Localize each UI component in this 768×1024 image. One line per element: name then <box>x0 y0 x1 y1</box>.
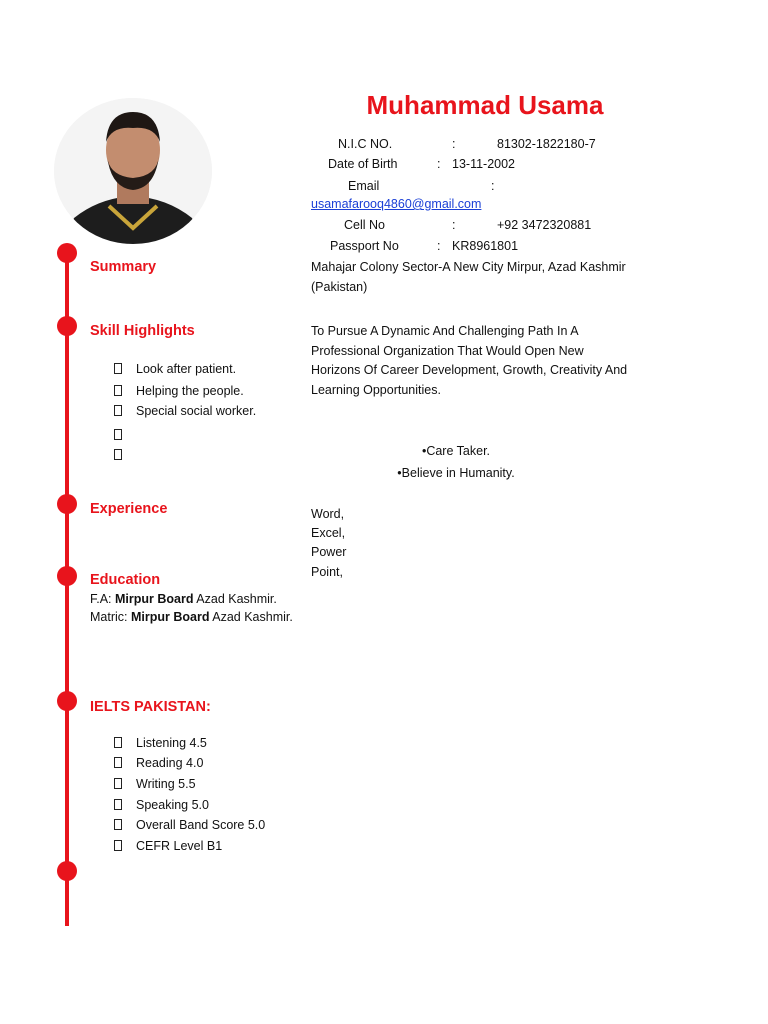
passport-label: Passport No <box>330 239 399 253</box>
education-board: Mirpur Board <box>130 610 210 624</box>
education-prefix: F.A: <box>90 592 116 606</box>
summary-line: Horizons Of Career Development, Growth, Creativity And <box>311 363 628 377</box>
nic-label: N.I.C NO. <box>338 137 393 151</box>
education-prefix: Matric: <box>90 610 131 624</box>
passport-colon: : <box>437 239 441 253</box>
education-suffix: Azad Kashmir. <box>193 592 277 606</box>
list-item <box>114 448 136 462</box>
email-label: Email <box>348 179 380 193</box>
bullet-icon <box>114 429 122 440</box>
section-heading-experience: Experience <box>90 501 168 517</box>
ielts-label: Listening 4.5 <box>136 736 207 750</box>
experience-item: Point, <box>311 565 343 579</box>
ielts-label: Writing 5.5 <box>136 777 196 791</box>
list-item <box>114 818 265 832</box>
list-item <box>114 736 207 750</box>
dob-value: 13-11-2002 <box>452 157 516 171</box>
cell-value: +92 3472320881 <box>497 218 592 232</box>
cell-label: Cell No <box>344 218 385 232</box>
experience-item: Excel, <box>311 526 346 540</box>
bullet-icon <box>114 737 122 748</box>
dob-label: Date of Birth <box>328 157 398 171</box>
avatar <box>54 98 212 244</box>
experience-item: Power <box>311 545 347 559</box>
quality-item: •Care Taker. <box>421 444 491 458</box>
bullet-icon <box>114 405 122 416</box>
experience-item: Word, <box>311 507 345 521</box>
timeline-dot <box>57 243 77 263</box>
education-suffix: Azad Kashmir. <box>209 610 293 624</box>
section-heading-skills: Skill Highlights <box>90 323 195 339</box>
list-item <box>114 839 222 853</box>
bullet-icon <box>114 778 122 789</box>
education-board: Mirpur Board <box>115 592 194 606</box>
education-row <box>90 592 277 606</box>
ielts-label: Overall Band Score 5.0 <box>136 818 266 832</box>
ielts-label: CEFR Level B1 <box>136 839 223 853</box>
dob-colon: : <box>437 157 441 171</box>
quality-item: •Believe in Humanity. <box>397 466 515 480</box>
bullet-icon <box>114 819 122 830</box>
address-line: (Pakistan) <box>311 280 368 294</box>
bullet-icon <box>114 840 122 851</box>
bullet-icon <box>114 385 122 396</box>
list-item <box>114 756 203 770</box>
email-link[interactable]: usamafarooq4860@gmail.com <box>311 197 482 211</box>
summary-line: Learning Opportunities. <box>311 382 441 397</box>
summary-line: Professional Organization That Would Open New <box>311 343 584 358</box>
bullet-icon <box>114 799 122 810</box>
timeline-line <box>65 248 69 926</box>
timeline-dot <box>57 861 77 881</box>
email-colon: : <box>491 179 495 193</box>
summary-line: To Pursue A Dynamic And Challenging Path In A <box>311 324 579 338</box>
list-item <box>114 777 196 791</box>
section-heading-ielts: IELTS PAKISTAN: <box>90 699 211 715</box>
nic-colon: : <box>452 137 456 151</box>
skill-label: Helping the people. <box>136 384 244 398</box>
cell-colon: : <box>452 218 456 232</box>
page-title: Muhammad Usama <box>366 90 604 120</box>
address-line: Mahajar Colony Sector-A New City Mirpur, Azad Kashmir <box>311 260 626 274</box>
bullet-icon <box>114 363 122 374</box>
list-item <box>114 384 244 398</box>
timeline-dot <box>57 494 77 514</box>
ielts-label: Speaking 5.0 <box>136 798 209 812</box>
skill-label: Look after patient. <box>136 362 237 376</box>
nic-value: 81302-1822180-7 <box>497 137 596 151</box>
profile-photo <box>54 98 212 244</box>
section-heading-education: Education <box>90 572 161 588</box>
ielts-label: Reading 4.0 <box>136 756 204 770</box>
timeline-dot <box>57 691 77 711</box>
passport-value: KR8961801 <box>452 239 519 253</box>
skill-label: Special social worker. <box>136 404 257 418</box>
bullet-icon <box>114 449 122 460</box>
section-heading-summary: Summary <box>90 259 157 275</box>
summary-text <box>311 322 651 400</box>
list-item <box>114 428 136 442</box>
list-item <box>114 404 256 418</box>
list-item <box>114 362 236 376</box>
timeline-dot <box>57 316 77 336</box>
bullet-icon <box>114 757 122 768</box>
timeline-dot <box>57 566 77 586</box>
list-item <box>114 798 209 812</box>
education-row <box>90 610 293 624</box>
